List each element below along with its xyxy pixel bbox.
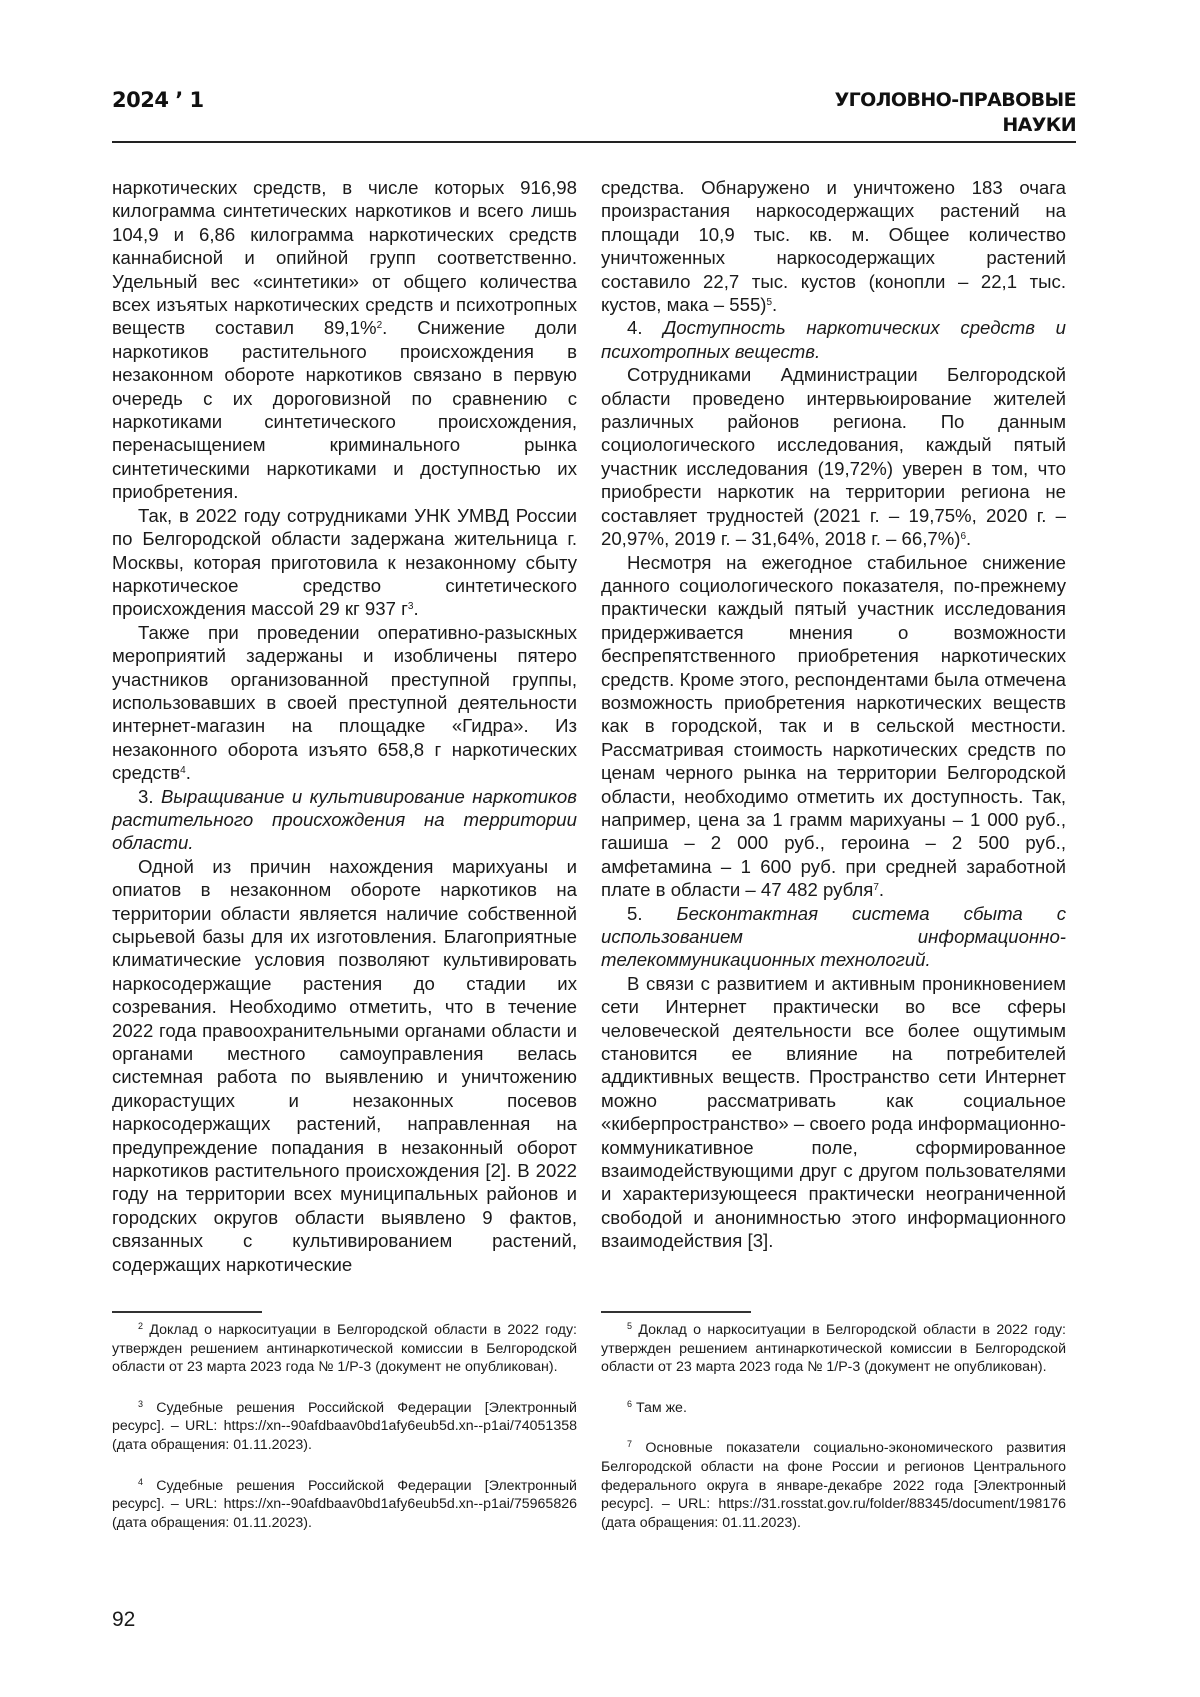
issue-label: 2024 ’ 1 — [112, 88, 204, 112]
paragraph: Несмотря на ежегодное стабильное снижение данного социологического показателя, по-прежнему практически каждый пятый участник исследования придерживается мнения о возможности беспрепятственного приобретения наркотических средств. Кроме этого, респондентами была отмечена возможность приобретения наркотических веществ как в городской, так и в сельской местности. Рассматривая стоимость наркотических средств по ценам черного рынка на территории Белгородской области, необходимо отметить их доступность. Так, например, цена за 1 грамм марихуаны – 1 000 руб., гашиша – 2 000 руб., героина – 2 500 руб., амфетамина – 1 600 руб. при средней заработной плате в области – 47 482 рубля$^7$. — [601, 551, 1066, 901]
paragraph: В связи с развитием и активным проникновением сети Интернет практически во все сферы человеческой деятельности все более ощутимым становится ее влияние на потребителей аддиктивных веществ. Пространство сети Интернет можно рассматривать как социальное «киберпространство» – своего рода информационно-коммуникативное поле, сформированное взаимодействующими друг с другом пользователями и характеризующееся практически неограниченной свободой и анонимностью этого информационного взаимодействия [3]. — [601, 972, 1066, 1252]
footnote: $^2$ Доклад о наркоситуации в Белгородской области в 2022 году: утвержден решением антинаркотической комиссии в Белгородской области от 23 марта 2023 года № 1/Р-3 (документ не опубликован). — [112, 1321, 577, 1376]
footnote-rule — [112, 1311, 262, 1313]
paragraph: Так, в 2022 году сотрудниками УНК УМВД России по Белгородской области задержана жительница г. Москвы, которая приготовила к незаконному сбыту наркотическое средство синтетического происхождения массой 29 кг 937 $г^3$. — [112, 504, 577, 620]
section-heading: 3. Выращивание и культивирование наркотиков растительного происхождения на территории области. — [112, 785, 577, 854]
footnote-rule — [601, 1311, 751, 1313]
section-title-line-2: НАУКИ — [1002, 114, 1076, 136]
left-column — [112, 176, 577, 1276]
footnote-ref[interactable]: 3 — [407, 601, 414, 613]
paragraph: Сотрудниками Администрации Белгородской области проведено интервьюирование жителей различных районов региона. По данным социологического исследования, каждый пятый участник исследования (19,72%) уверен в том, что приобрести наркотик на территории региона не составляет трудностей (2021 г. – 19,75%, 2020 г. – 20,97%, 2019 г. – 31,64%, 2018 г. – 66,7%)$^6$. — [601, 364, 1066, 550]
footnote: $^4$ Судебные решения Российской Федерации [Электронный ресурс]. – URL: https://xn--90afdbaav0bd1afy6eub5d.xn--p1ai/75965826 (дата обращения: 01.11.2023). — [112, 1476, 577, 1531]
section-title-line-1: УГОЛОВНО-ПРАВОВЫЕ — [834, 89, 1076, 111]
paragraph: средства. Обнаружено и уничтожено 183 очага произрастания наркосодержащих растений на площади 10,9 тыс. кв. м. Общее количество уничтоженных наркосодержащих растений составило 22,7 тыс. кустов (конопли – 22,1 тыс. кустов, мака – 555)$^5$. — [601, 177, 1066, 316]
footnote: $^7$ Основные показатели социально-экономического развития Белгородской области на фоне России и регионов Центрального федерального округа в январе-декабре 2022 года [Электронный ресурс]. – URL: https://31.rosstat.gov.ru/folder/88345/document/198176 (дата обращения: 01.11.2023). — [601, 1439, 1066, 1531]
footnote-ref[interactable]: 6 — [960, 531, 967, 543]
section-title — [835, 88, 1076, 138]
paragraph: наркотических средств, в числе которых 916,98 килограмма синтетических наркотиков и всего лишь 104,9 и 6,86 килограмма наркотических средств каннабисной и опийной групп соответственно. Удельный вес «синтетики» от общего количества всех изъятых наркотических средств и психотропных веществ составил 89,1%$^2$. Снижение доли наркотиков растительного происхождения в незаконном обороте наркотиков связано в первую очередь с их дороговизной по сравнению с наркотиками синтетического происхождения, перенасыщением криминального рынка синтетическими наркотиками и доступностью их приобретения. — [112, 177, 577, 503]
page-number: 92 — [112, 1608, 136, 1631]
footnote-ref[interactable]: 2 — [376, 320, 383, 332]
footnote: $^3$ Судебные решения Российской Федерации [Электронный ресурс]. – URL: https://xn--90afdbaav0bd1afy6eub5d.xn--p1ai/74051358 (дата обращения: 01.11.2023). — [112, 1398, 577, 1453]
paragraph: Одной из причин нахождения марихуаны и опиатов в незаконном обороте наркотиков на территории области является наличие собственной сырьевой базы для их изготовления. Благоприятные климатические условия позволяют культивировать наркосодержащие растения до стадии их созревания. Необходимо отметить, что в течение 2022 года правоохранительными органами области и органами местного самоуправления велась системная работа по выявлению и уничтожению дикорастущих и незаконных посевов наркосодержащих растений, направленная на предупреждение попадания в незаконный оборот наркотиков растительного происхождения [2]. В 2022 году на территории всех муниципальных районов и городских округов области выявлено 9 фактов, связанных с культивированием растений, содержащих наркотические — [112, 855, 577, 1275]
header-rule — [112, 141, 1076, 143]
section-heading: 4. Доступность наркотических средств и психотропных веществ. — [601, 317, 1066, 362]
right-column — [601, 176, 1066, 1253]
footnote-ref[interactable]: 7 — [873, 882, 879, 894]
page-header — [112, 86, 1076, 140]
footnote: $^6$ Там же. — [627, 1398, 687, 1416]
section-heading: 5. Бесконтактная система сбыта с использованием информационно-телекоммуникационных технологий. — [601, 902, 1066, 971]
footnotes-right — [601, 1321, 1066, 1554]
footnote-ref[interactable]: 5 — [766, 297, 773, 309]
footnotes-left — [112, 1321, 577, 1554]
footnote-ref[interactable]: 4 — [180, 765, 186, 777]
footnote: $^5$ Доклад о наркоситуации в Белгородской области в 2022 году: утвержден решением антинаркотической комиссии в Белгородской области от 23 марта 2023 года № 1/Р-3 (документ не опубликован). — [601, 1321, 1066, 1376]
paragraph: Также при проведении оперативно-разыскных мероприятий задержаны и изобличены пятеро участников организованной преступной группы, использовавших в своей преступной деятельности интернет-магазин на площадке «Гидра». Из незаконного оборота изъято 658,8 г наркотических средств$^4$. — [112, 621, 577, 784]
